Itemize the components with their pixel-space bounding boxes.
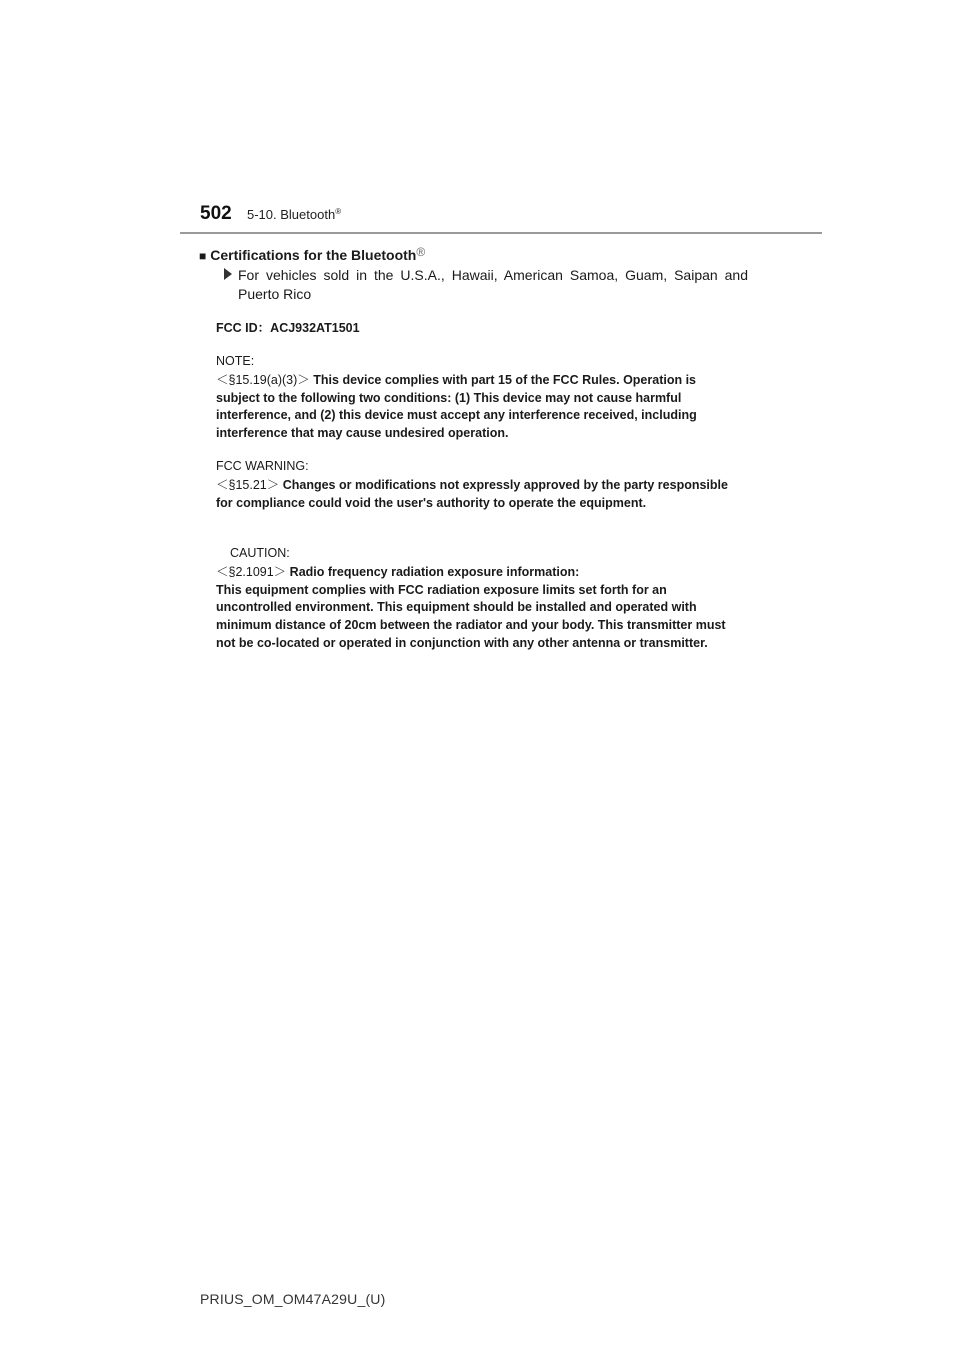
fcc-id: FCC ID：ACJ932AT1501 — [216, 321, 360, 335]
section-title — [247, 207, 341, 222]
registered-mark: ® — [335, 207, 342, 216]
note-paragraph — [216, 372, 732, 443]
page-number: 502 — [200, 203, 232, 224]
note-text: This device complies with part 15 of the FCC Rules. Operation is subject to the following two conditions: (1) This device may not cause harmful interference, and (2) this device must accept any interference received, including interference that may cause undesired operation. — [216, 373, 697, 441]
caution-reference: ＜§2.1091＞ — [216, 565, 287, 579]
warning-paragraph — [216, 477, 732, 512]
caution-label: CAUTION: — [230, 546, 290, 560]
warning-reference: ＜§15.21＞ — [216, 478, 280, 492]
square-bullet-icon: ■ — [199, 249, 207, 263]
triangle-bullet-icon — [224, 268, 232, 280]
document-code: PRIUS_OM_OM47A29U_(U) — [200, 1291, 386, 1307]
section-title-text: 5-10. Bluetooth — [247, 207, 336, 222]
subheading-registered-mark: ® — [416, 245, 426, 259]
subheading — [199, 245, 425, 263]
subheading-text: Certifications for the Bluetooth — [210, 247, 417, 263]
warning-text: Changes or modifications not expressly approved by the party responsible for compliance could void the user's authority to operate the equipment. — [216, 478, 728, 510]
caution-text: This equipment complies with FCC radiation exposure limits set forth for an uncontrolled environment. This equipment should be installed and operated with minimum distance of 20cm between the radiator and your body. This transmitter must not be co-located or operated in conjunction with any other antenna or transmitter. — [216, 582, 726, 650]
note-label: NOTE: — [216, 354, 255, 368]
note-reference: ＜§15.19(a)(3)＞ — [216, 373, 310, 387]
caution-heading: Radio frequency radiation exposure information: — [289, 565, 580, 579]
fcc-warning-label: FCC WARNING: — [216, 459, 309, 473]
bullet-item — [224, 266, 748, 304]
bullet-text: For vehicles sold in the U.S.A., Hawaii, American Samoa, Guam, Saipan and Puerto Rico — [238, 267, 748, 302]
header-divider — [180, 232, 822, 234]
caution-paragraph — [216, 564, 732, 653]
page-header — [0, 0, 960, 240]
